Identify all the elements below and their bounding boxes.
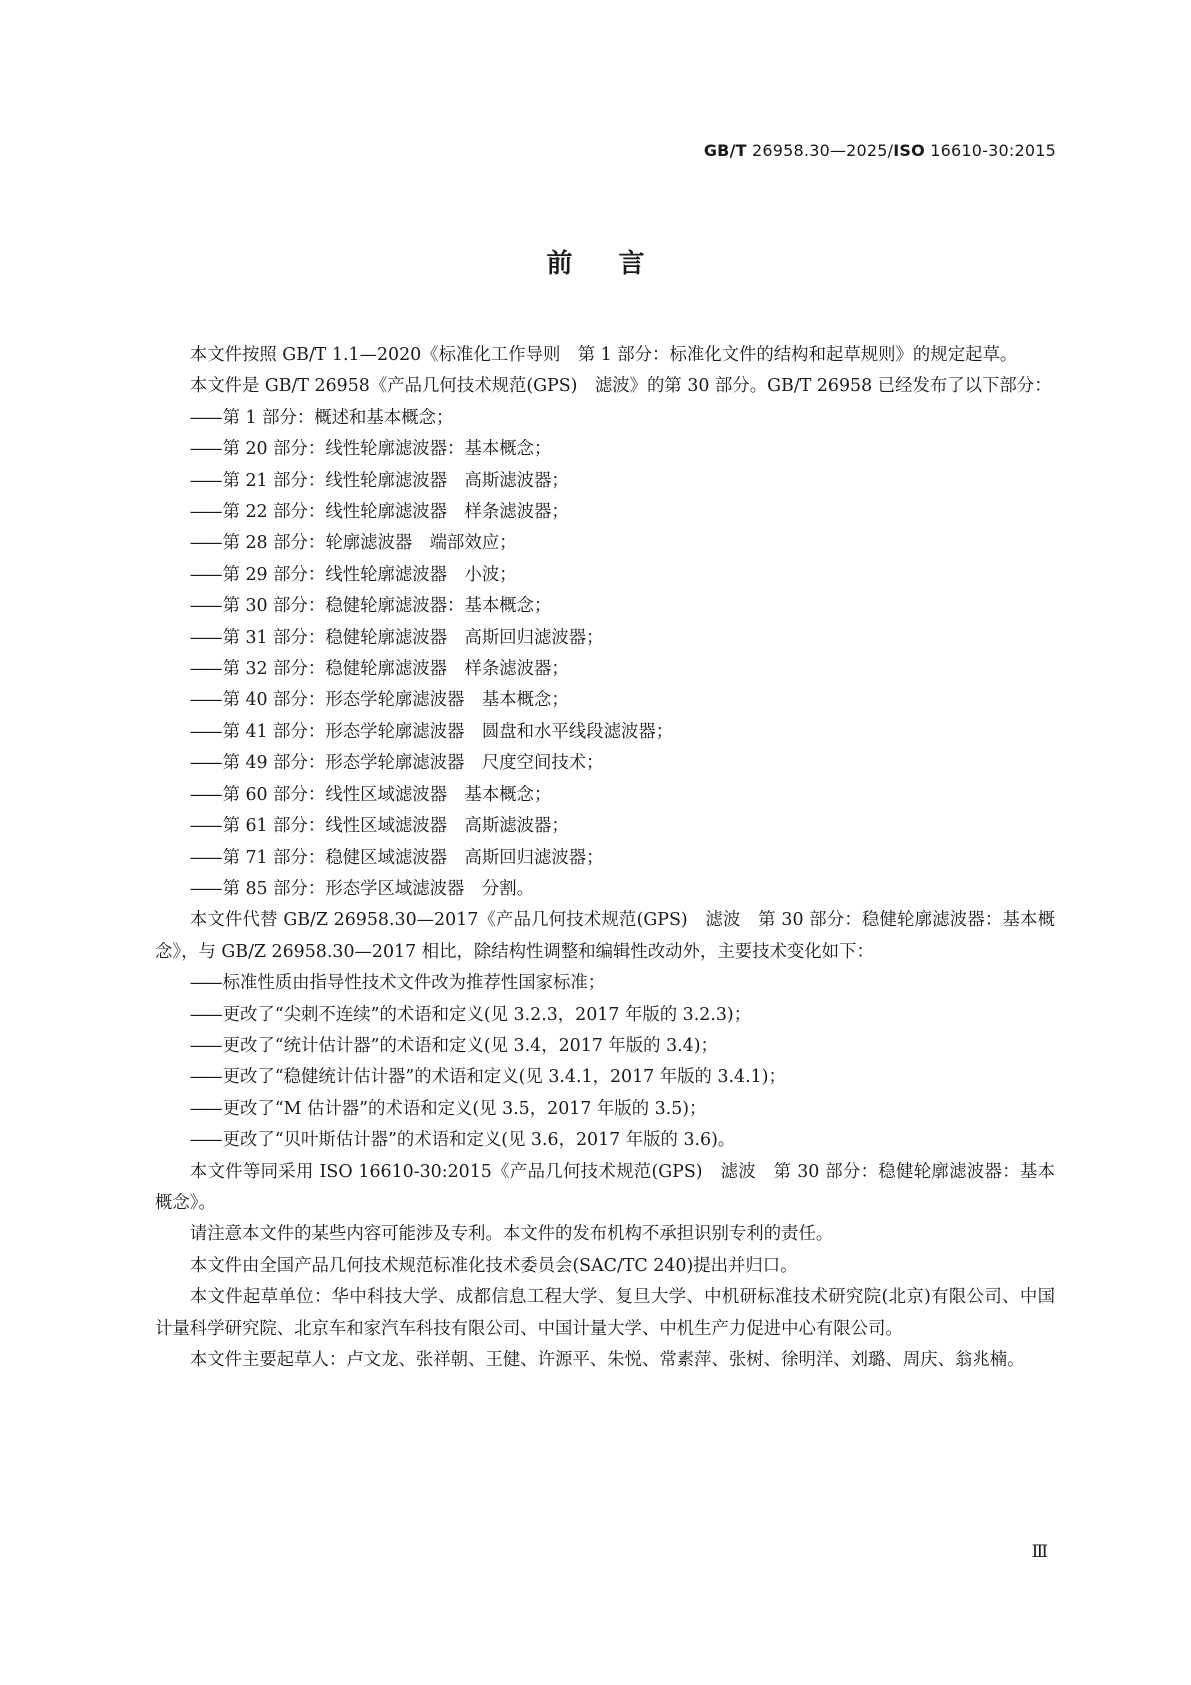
list-item: —— 第 31 部分：稳健轮廓滤波器 高斯回归滤波器； — [155, 623, 1055, 654]
list-item: —— 第 60 部分：线性区域滤波器 基本概念； — [155, 780, 1055, 811]
list-item: —— 第 85 部分：形态学区域滤波器 分割。 — [155, 874, 1055, 905]
page-number: Ⅲ — [1031, 1542, 1048, 1562]
standard-prefix-iso: ISO — [893, 141, 925, 160]
list-item: —— 第 49 部分：形态学轮廓滤波器 尺度空间技术； — [155, 748, 1055, 779]
list-item: —— 更改了“贝叶斯估计器”的术语和定义(见 3.6，2017 年版的 3.6)。 — [155, 1125, 1055, 1156]
list-item: —— 更改了“尖刺不连续”的术语和定义(见 3.2.3，2017 年版的 3.2.3)； — [155, 1000, 1055, 1031]
list-item: —— 第 71 部分：稳健区域滤波器 高斯回归滤波器； — [155, 843, 1055, 874]
list-item: —— 第 61 部分：线性区域滤波器 高斯滤波器； — [155, 811, 1055, 842]
intro-paragraph: 本文件按照 GB/T 1.1—2020《标准化工作导则 第 1 部分：标准化文件的结构和起草规则》的规定起草。 — [189, 345, 1018, 365]
intro-paragraph: 本文件是 GB/T 26958《产品几何技术规范(GPS) 滤波》的第 30 部分。GB/T 26958 已经发布了以下部分： — [189, 376, 1052, 397]
standard-prefix-gbt: GB/T — [703, 141, 747, 160]
drafting-units-paragraph: 本文件起草单位：华中科技大学、成都信息工程大学、复旦大学、中机研标准技术研究院(北京)有限公司、中国计量科学研究院、北京车和家汽车科技有限公司、中国计量大学、中机生产力促进中心有限公司。 — [155, 1287, 1055, 1339]
replacement-paragraph: 本文件代替 GB/Z 26958.30—2017《产品几何技术规范(GPS) 滤波 第 30 部分：稳健轮廓滤波器：基本概念》，与 GB/Z 26958.30—2017 相比，除结构性调整和编辑性改动外，主要技术变化如下： — [155, 910, 1055, 962]
list-item: —— 第 20 部分：线性轮廓滤波器：基本概念； — [155, 434, 1055, 465]
list-item: —— 更改了“稳健统计估计器”的术语和定义(见 3.4.1，2017 年版的 3.4.1)； — [155, 1062, 1055, 1093]
list-item: —— 第 29 部分：线性轮廓滤波器 小波； — [155, 560, 1055, 591]
list-item: —— 第 32 部分：稳健轮廓滤波器 样条滤波器； — [155, 654, 1055, 685]
list-item: —— 更改了“统计估计器”的术语和定义(见 3.4，2017 年版的 3.4)； — [155, 1031, 1055, 1062]
published-parts-list — [155, 403, 1055, 906]
standard-code-iso: 16610-30:2015 — [924, 141, 1056, 160]
list-item: —— 更改了“M 估计器”的术语和定义(见 3.5，2017 年版的 3.5)； — [155, 1094, 1055, 1125]
list-item: —— 第 1 部分：概述和基本概念； — [155, 403, 1055, 434]
drafters-paragraph: 本文件主要起草人：卢文龙、张祥朝、王健、许源平、朱悦、常素萍、张树、徐明洋、刘璐、周庆、翁兆楠。 — [189, 1350, 1025, 1370]
list-item: —— 第 21 部分：线性轮廓滤波器 高斯滤波器； — [155, 466, 1055, 497]
list-item: —— 标准性质由指导性技术文件改为推荐性国家标准； — [155, 968, 1055, 999]
foreword-body — [155, 340, 1055, 1376]
page-title: 前言 — [546, 249, 691, 279]
list-item: —— 第 41 部分：形态学轮廓滤波器 圆盘和水平线段滤波器； — [155, 717, 1055, 748]
standard-number — [704, 141, 1056, 160]
standard-code-national: 26958.30—2025/ — [746, 141, 894, 160]
list-item: —— 第 22 部分：线性轮廓滤波器 样条滤波器； — [155, 497, 1055, 528]
list-item: —— 第 40 部分：形态学轮廓滤波器 基本概念； — [155, 685, 1055, 716]
technical-changes-list — [155, 968, 1055, 1156]
patent-notice-paragraph: 请注意本文件的某些内容可能涉及专利。本文件的发布机构不承担识别专利的责任。 — [189, 1224, 834, 1245]
list-item: —— 第 30 部分：稳健轮廓滤波器：基本概念； — [155, 591, 1055, 622]
list-item: —— 第 28 部分：轮廓滤波器 端部效应； — [155, 528, 1055, 559]
adoption-paragraph: 本文件等同采用 ISO 16610-30:2015《产品几何技术规范(GPS) 滤波 第 30 部分：稳健轮廓滤波器：基本概念》。 — [155, 1161, 1055, 1213]
committee-paragraph: 本文件由全国产品几何技术规范标准化技术委员会(SAC/TC 240)提出并归口。 — [189, 1255, 798, 1276]
